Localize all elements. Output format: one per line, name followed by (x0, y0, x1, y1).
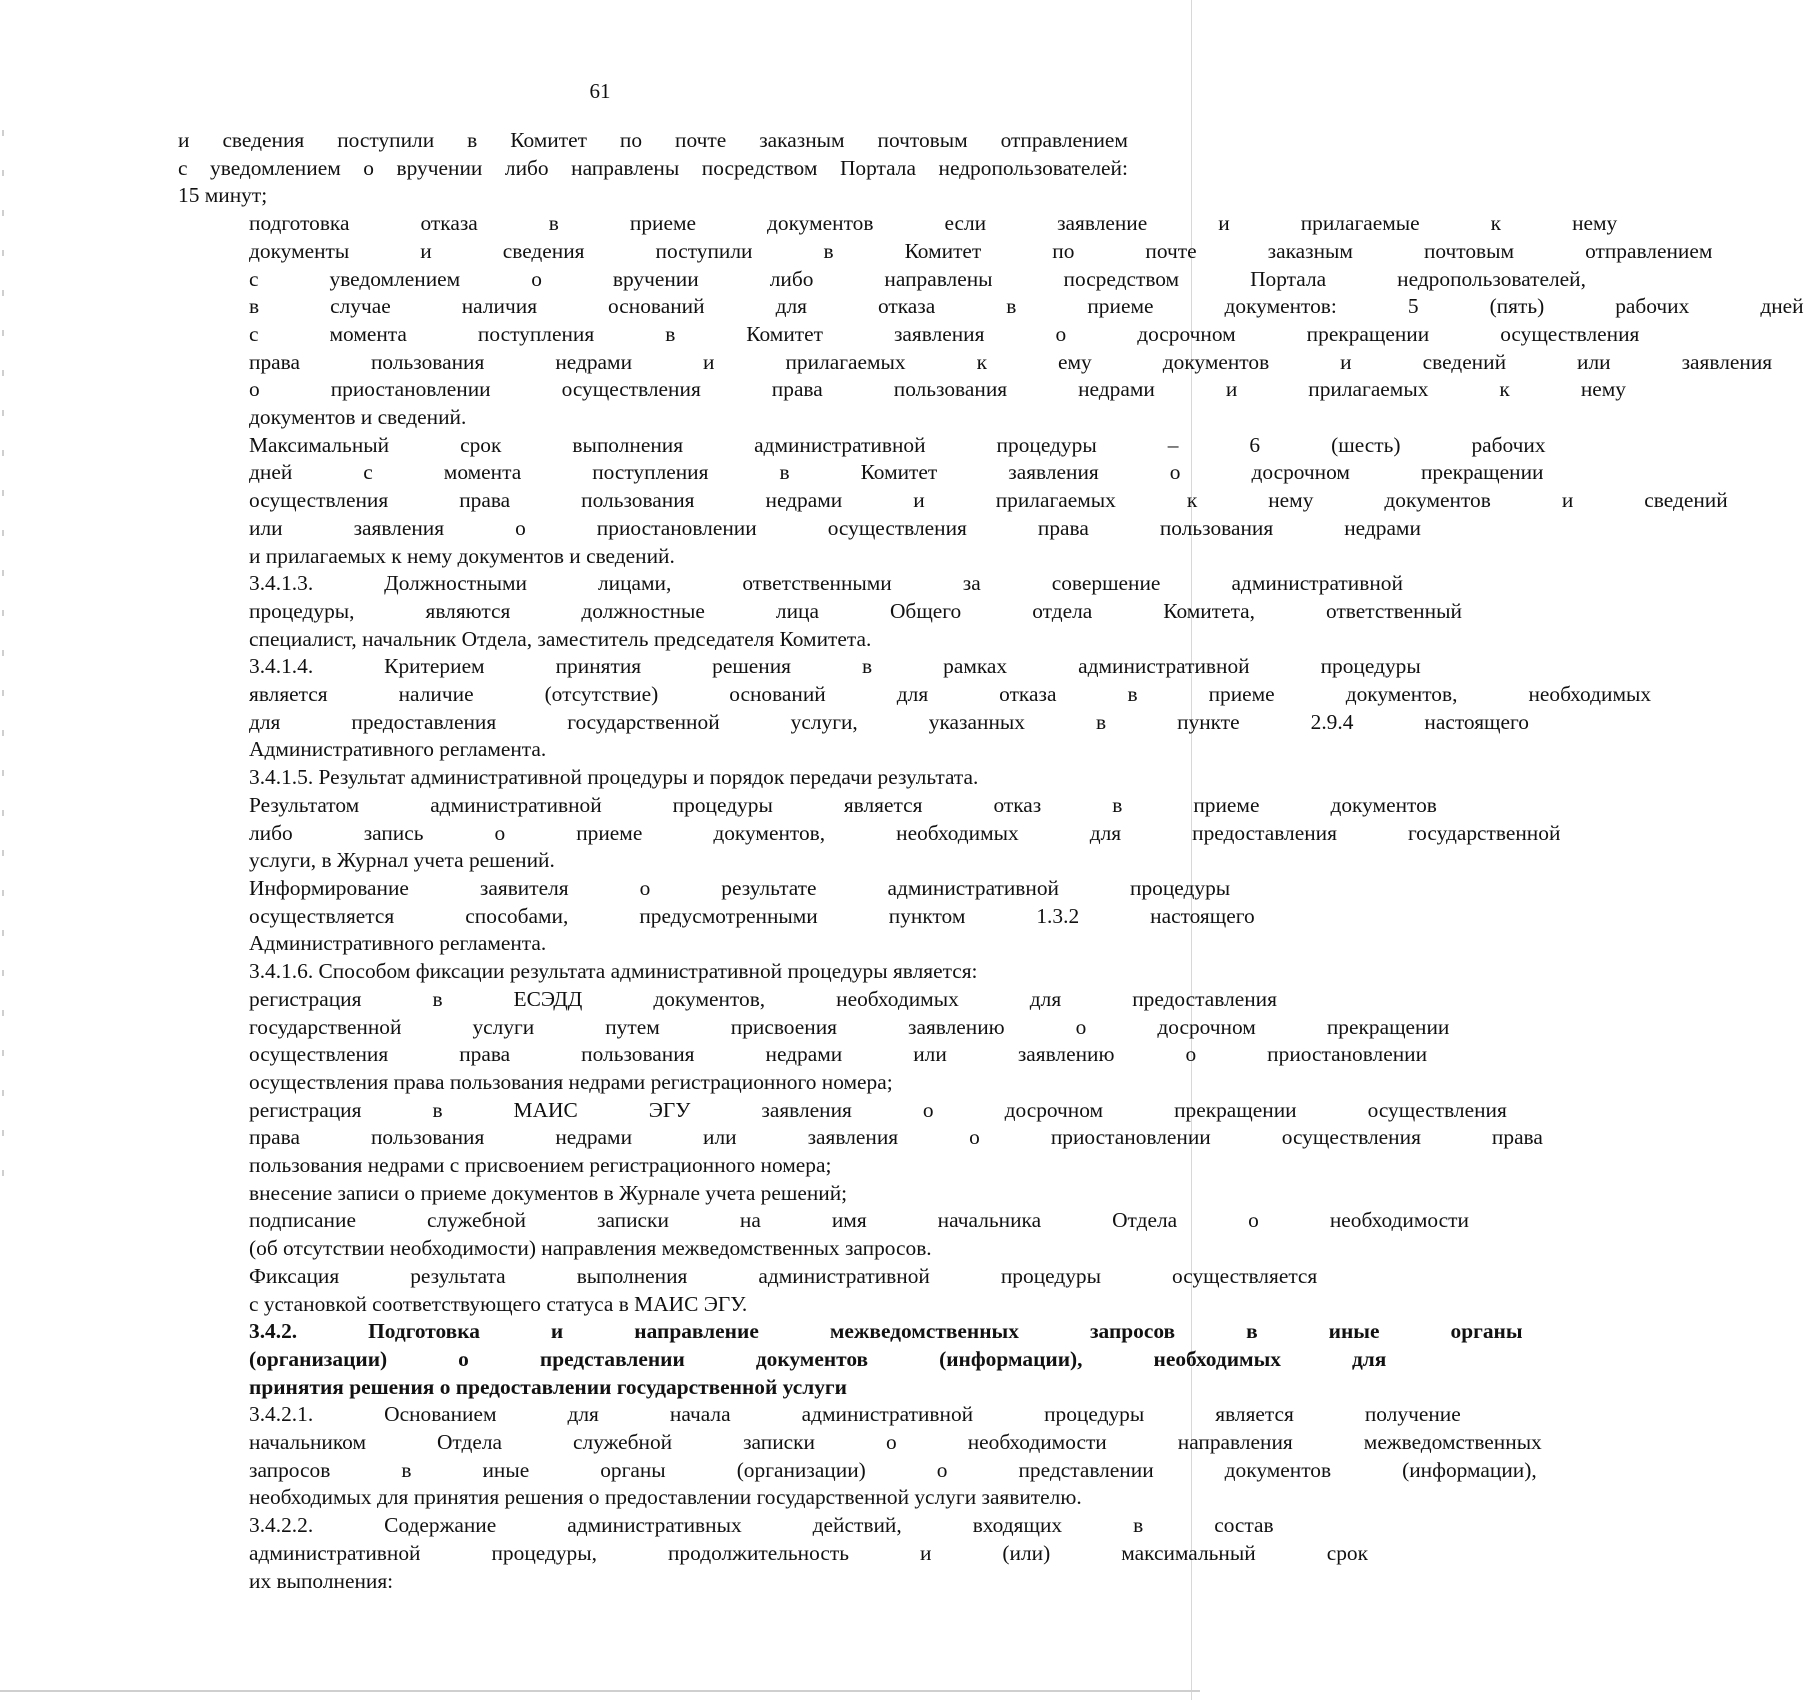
text-line: в случае наличия оснований для отказа в приеме документов: 5 (пять) рабочих дней (249, 294, 1804, 319)
paragraph (178, 127, 1128, 210)
text-line: 3.4.2. Подготовка и направление межведомственных запросов в иные органы (249, 1319, 1523, 1344)
text-line: права пользования недрами или заявления о приостановлении осуществления права (249, 1125, 1543, 1150)
text-line: с уведомлением о вручении либо направлены посредством Портала недропользователей, (249, 266, 1586, 291)
text-line: осуществления права пользования недрами и прилагаемых к нему документов и сведений (249, 488, 1728, 513)
text-line: подготовка отказа в приеме документов если заявление и прилагаемые к нему (249, 211, 1618, 236)
text-line: 15 минут; (178, 183, 268, 208)
paragraph (178, 958, 1128, 986)
text-line: Результатом административной процедуры является отказ в приеме документов (249, 792, 1437, 817)
text-line: 3.4.1.5. Результат административной процедуры и порядок передачи результата. (249, 765, 979, 790)
page-number: 61 (589, 79, 611, 103)
paragraph (178, 1512, 1368, 1595)
paragraph (178, 653, 1652, 764)
text-line: документов и сведений. (249, 405, 467, 430)
paragraph (178, 1180, 1128, 1208)
paragraph (178, 1097, 1543, 1180)
paragraph (178, 570, 1462, 653)
text-line: подписание служебной записки на имя начальника Отдела о необходимости (249, 1208, 1469, 1233)
paragraph (178, 210, 1804, 432)
text-line: или заявления о приостановлении осуществления права пользования недрами (249, 515, 1421, 540)
paragraph (178, 986, 1450, 1097)
text-line: регистрация в МАИС ЭГУ заявления о досрочном прекращении осуществления (249, 1097, 1507, 1122)
text-line: административной процедуры, продолжительность и (или) максимальный срок (249, 1540, 1368, 1565)
text-line: (об отсутствии необходимости) направления межведомственных запросов. (249, 1236, 932, 1261)
paragraph (178, 764, 1128, 792)
text-line: осуществления права пользования недрами регистрационного номера; (249, 1069, 893, 1094)
text-line: 3.4.2.2. Содержание административных действий, входящих в состав (249, 1513, 1274, 1538)
text-line: Информирование заявителя о результате административной процедуры (249, 875, 1231, 900)
text-line: пользования недрами с присвоением регистрационного номера; (249, 1153, 832, 1178)
text-line: с уведомлением о вручении либо направлены посредством Портала недропользователей: (178, 155, 1128, 180)
paragraph (178, 1263, 1318, 1318)
text-line: и прилагаемых к нему документов и сведений. (249, 543, 675, 568)
text-line: является наличие (отсутствие) оснований для отказа в приеме документов, необходимых (249, 682, 1652, 707)
text-line: с момента поступления в Комитет заявления о досрочном прекращении осуществления (249, 321, 1640, 346)
text-line: запросов в иные органы (организации) о представлении документов (информации), (249, 1457, 1537, 1482)
text-line: 3.4.1.6. Способом фиксации результата административной процедуры является: (249, 959, 978, 984)
text-line: регистрация в ЕСЭДД документов, необходимых для предоставления (249, 986, 1277, 1011)
text-line: внесение записи о приеме документов в Журнале учета решений; (249, 1180, 848, 1205)
text-line: необходимых для принятия решения о предоставлении государственной услуги заявителю. (249, 1485, 1082, 1510)
text-line: услуги, в Журнал учета решений. (249, 848, 555, 873)
text-line: права пользования недрами и прилагаемых к ему документов и сведений или заявления (249, 349, 1773, 374)
text-line: с установкой соответствующего статуса в МАИС ЭГУ. (249, 1291, 748, 1316)
paragraph (178, 432, 1728, 571)
text-line: документы и сведения поступили в Комитет по почте заказным почтовым отправлением (249, 238, 1713, 263)
text-line: (организации) о представлении документов (информации), необходимых для (249, 1346, 1387, 1371)
text-line: 3.4.1.3. Должностными лицами, ответственными за совершение административной (249, 571, 1403, 596)
text-line: процедуры, являются должностные лица Общего отдела Комитета, ответственный (249, 598, 1462, 623)
text-line: либо запись о приеме документов, необходимых для предоставления государственной (249, 820, 1561, 845)
document-body (178, 127, 1804, 1595)
text-line: государственной услуги путем присвоения заявлению о досрочном прекращении (249, 1014, 1450, 1039)
text-line: Максимальный срок выполнения административной процедуры – 6 (шесть) рабочих (249, 432, 1546, 457)
text-line: осуществления права пользования недрами или заявлению о приостановлении (249, 1042, 1428, 1067)
paragraph (178, 1401, 1542, 1512)
paragraph (178, 875, 1255, 958)
text-line: 3.4.1.4. Критерием принятия решения в рамках административной процедуры (249, 654, 1421, 679)
section-heading (178, 1318, 1523, 1401)
text-line: дней с момента поступления в Комитет заявления о досрочном прекращении (249, 460, 1544, 485)
text-line: специалист, начальник Отдела, заместитель председателя Комитета. (249, 626, 872, 651)
paragraph (178, 1207, 1469, 1262)
text-line: начальником Отдела служебной записки о необходимости направления межведомственных (249, 1430, 1542, 1455)
text-line: Фиксация результата выполнения административной процедуры осуществляется (249, 1263, 1318, 1288)
text-line: Административного регламента. (249, 737, 547, 762)
text-line: 3.4.2.1. Основанием для начала административной процедуры является получение (249, 1402, 1461, 1427)
text-line: Административного регламента. (249, 931, 547, 956)
text-line: о приостановлении осуществления права пользования недрами и прилагаемых к нему (249, 377, 1626, 402)
text-line: принятия решения о предоставлении государственной услуги (249, 1374, 847, 1399)
text-line: для предоставления государственной услуги, указанных в пункте 2.9.4 настоящего (249, 709, 1529, 734)
text-line: осуществляется способами, предусмотренными пунктом 1.3.2 настоящего (249, 903, 1255, 928)
text-line: их выполнения: (249, 1568, 394, 1593)
paragraph (178, 792, 1561, 875)
scan-edge-marks (2, 130, 4, 1210)
scan-bottom-line (0, 1690, 1200, 1692)
text-line: и сведения поступили в Комитет по почте заказным почтовым отправлением (178, 128, 1128, 152)
